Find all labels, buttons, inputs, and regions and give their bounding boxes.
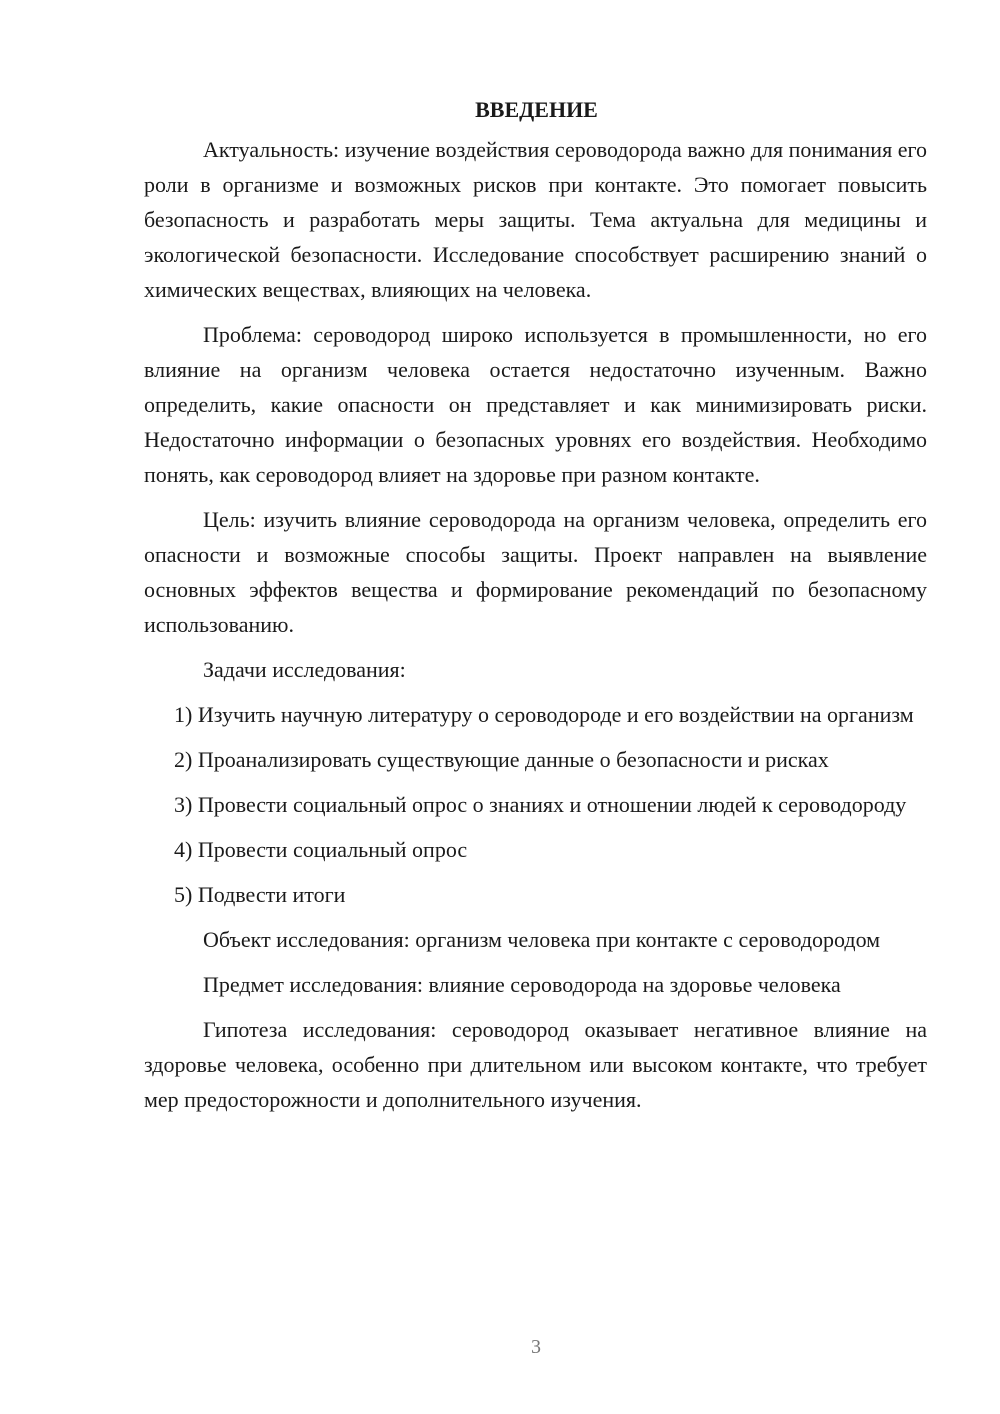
paragraph-problem: Проблема: сероводород широко используется в промышленности, но его влияние на организм человека остается недостаточно изученным. Важно определить, какие опасности он представляет и как минимизировать риски. Недостаточно информации о безопасных уровнях его воздействия. Необходимо понять, как сероводород влияет на здоровье при разном контакте. (144, 322, 927, 487)
page-content (144, 92, 927, 1127)
tasks-list (144, 697, 927, 912)
paragraph-goal: Цель: изучить влияние сероводорода на организм человека, определить его опасности и возможные способы защиты. Проект направлен на выявление основных эффектов вещества и формирование рекомендаций по безопасному использованию. (144, 507, 927, 637)
paragraph-hypothesis: Гипотеза исследования: сероводород оказывает негативное влияние на здоровье человека, особенно при длительном или высоком контакте, что требует мер предосторожности и дополнительного изучения. (144, 1017, 927, 1112)
task-item-4: 4) Провести социальный опрос (174, 837, 468, 862)
paragraph-object: Объект исследования: организм человека при контакте с сероводородом (203, 927, 881, 952)
paragraph-relevance: Актуальность: изучение воздействия сероводорода важно для понимания его роли в организме и возможных рисков при контакте. Это помогает повысить безопасность и разработать меры защиты. Тема актуальна для медицины и экологической безопасности. Исследование способствует расширению знаний о химических веществах, влияющих на человека. (144, 137, 927, 302)
page-number: 3 (531, 1336, 541, 1358)
paragraph-subject: Предмет исследования: влияние сероводорода на здоровье человека (203, 972, 841, 997)
section-title: ВВЕДЕНИЕ (475, 97, 598, 122)
task-item-1: 1) Изучить научную литературу о сероводороде и его воздействии на организм (174, 702, 914, 727)
task-item-5: 5) Подвести итоги (174, 882, 346, 907)
tasks-heading: Задачи исследования: (203, 657, 406, 682)
task-item-2: 2) Проанализировать существующие данные о безопасности и рисках (174, 747, 829, 772)
task-item-3: 3) Провести социальный опрос о знаниях и отношении людей к сероводороду (174, 792, 907, 817)
